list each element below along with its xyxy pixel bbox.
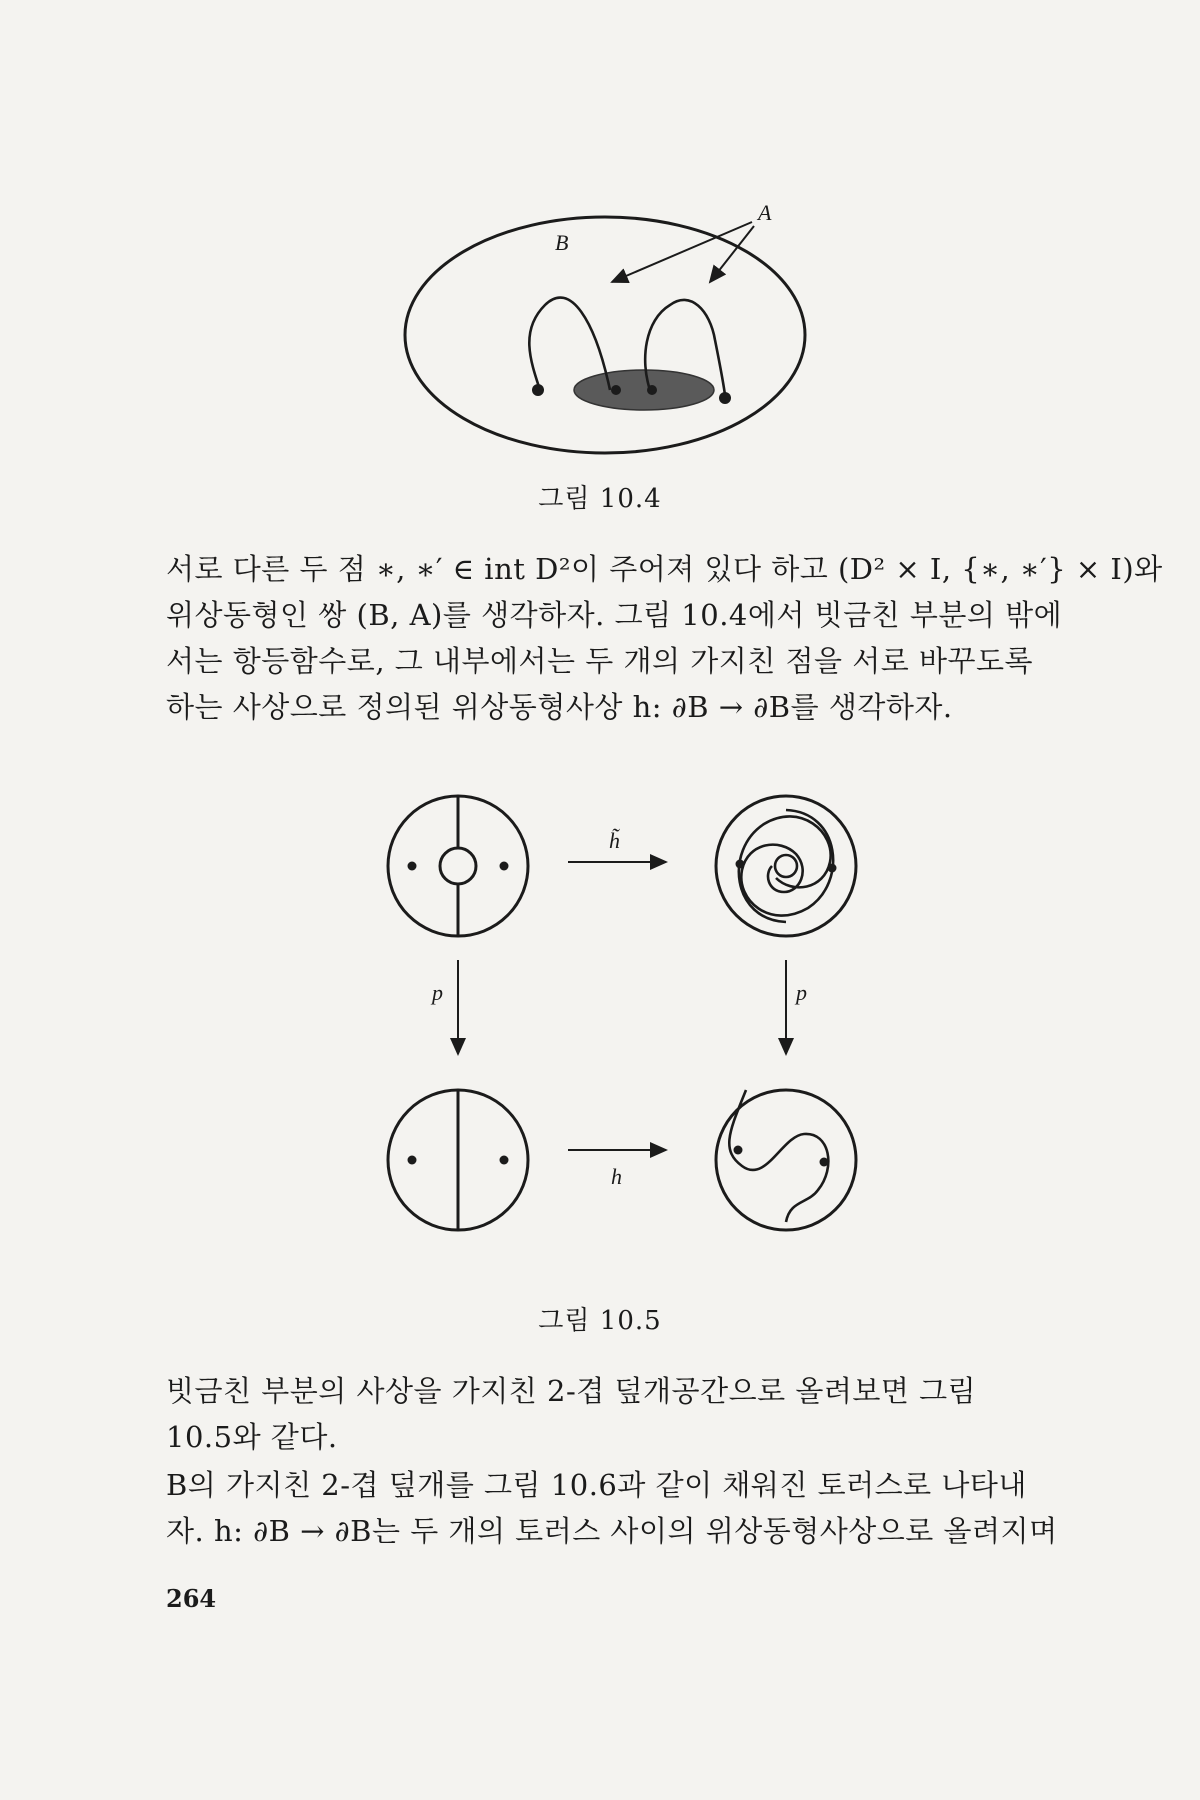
figure-10-5-caption: 그림 10.5 (538, 1306, 662, 1336)
figure-10-4-caption: 그림 10.4 (538, 484, 662, 514)
paragraph-1 (166, 546, 1163, 730)
label-B: B (555, 230, 569, 255)
disk-bottom-right (716, 1090, 856, 1230)
text-line: 서로 다른 두 점 ∗, ∗′ ∈ int D²이 주어져 있다 하고 (D² × I, {∗, ∗′} × I)와 (166, 552, 1163, 586)
label-p-right: p (796, 980, 807, 1005)
figure-10-4 (380, 200, 840, 460)
label-A: A (758, 200, 772, 225)
text-line: 서는 항등함수로, 그 내부에서는 두 개의 가지친 점을 서로 바꾸도록 (166, 644, 1034, 678)
figure-10-5 (370, 790, 870, 1280)
disk-bottom-left (388, 1090, 528, 1230)
text-line: 위상동형인 쌍 (B, A)를 생각하자. 그림 10.4에서 빗금친 부분의 밖에 (166, 598, 1063, 632)
shaded-region (574, 370, 714, 410)
text-line: B의 가지친 2-겹 덮개를 그림 10.6과 같이 채워진 토러스로 나타내 (166, 1468, 1027, 1502)
text-line: 자. h: ∂B → ∂B는 두 개의 토러스 사이의 위상동형사상으로 올려지며 (166, 1514, 1058, 1548)
paragraph-3 (166, 1462, 1066, 1554)
paragraph-2 (166, 1368, 1066, 1460)
arrow-to-B (612, 222, 752, 282)
label-h: h (611, 1164, 622, 1189)
text-line: 10.5와 같다. (166, 1420, 338, 1454)
disk-top-left (388, 796, 528, 936)
disk-top-right (716, 796, 856, 936)
page-number: 264 (166, 1584, 217, 1613)
outer-ellipse (405, 217, 805, 453)
text-line: 하는 사상으로 정의된 위상동형사상 h: ∂B → ∂B를 생각하자. (166, 690, 953, 724)
endpoint-right (719, 392, 731, 404)
arrow-to-A (710, 226, 754, 282)
endpoint-inner-left (611, 385, 621, 395)
text-line: 빗금친 부분의 사상을 가지친 2-겹 덮개공간으로 올려보면 그림 (166, 1374, 977, 1408)
label-h-tilde: h̃ (609, 828, 620, 853)
endpoint-left (532, 384, 544, 396)
endpoint-inner-right (647, 385, 657, 395)
label-p-left: p (432, 980, 443, 1005)
